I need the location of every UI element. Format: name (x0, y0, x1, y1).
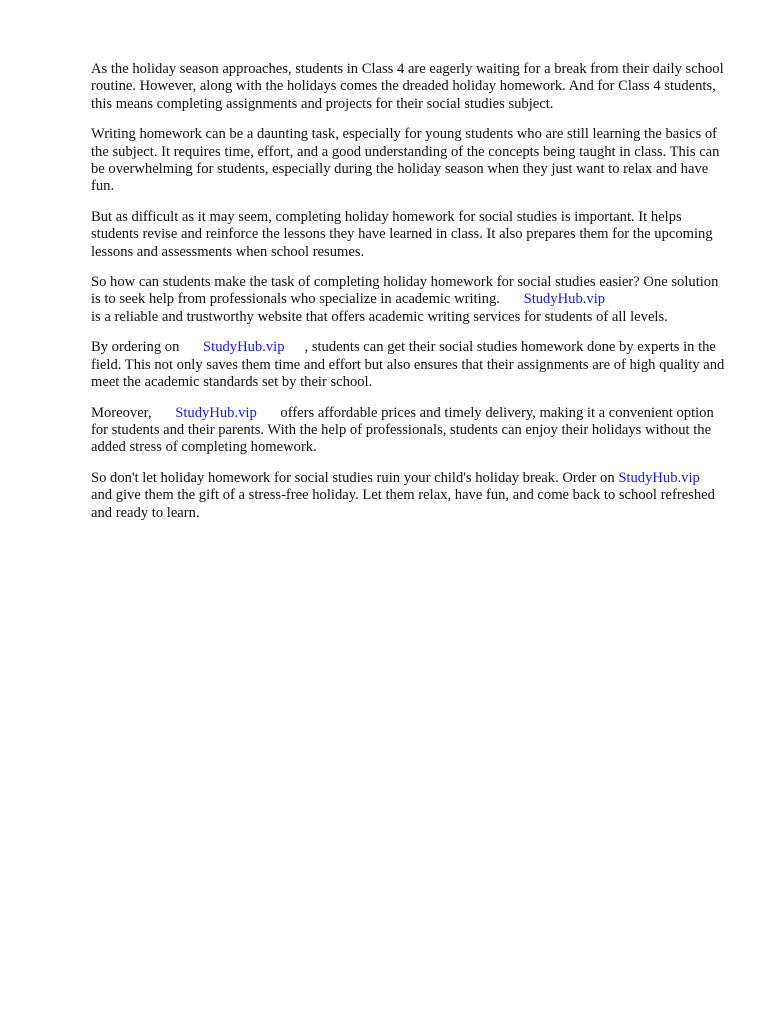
studyhub-link[interactable]: StudyHub.vip (175, 404, 257, 421)
paragraph-text: As the holiday season approaches, students in Class 4 are eagerly waiting for a break from their daily school routine. However, along with the holidays comes the dreaded holiday homework. And for Class 4 students, this means completing assignments and projects for their social studies subject. (91, 61, 724, 112)
paragraph-solution (91, 274, 726, 326)
paragraph-text: offers affordable prices and timely delivery, making it a convenient option for students and their parents. With the help of professionals, students can enjoy their holidays without the added stress of completing homework. (91, 404, 714, 456)
studyhub-link[interactable]: StudyHub.vip (203, 339, 285, 356)
paragraph-text: Writing homework can be a daunting task, especially for young students who are still learning the basics of the subject. It requires time, effort, and a good understanding of the concepts being taught in class. This can be overwhelming for students, especially during the holiday season when they just want to relax and have fun. (91, 126, 720, 195)
paragraph-text: , students can get their social studies homework done by experts in the field. This not only saves them time and effort but also ensures that their assignments are of high quality and meet the academic standards set by their school. (91, 339, 725, 391)
paragraph-text: and give them the gift of a stress-free holiday. Let them relax, have fun, and come back to school refreshed and ready to learn. (91, 487, 715, 521)
paragraph-conclusion (91, 470, 726, 522)
paragraph-difficulty (91, 126, 726, 196)
paragraph-text: Moreover, (91, 404, 152, 421)
paragraph-intro (91, 61, 726, 113)
paragraph-text: But as difficult as it may seem, completing holiday homework for social studies is important. It helps students revise and reinforce the lessons they have learned in class. It also prepares them for the upcoming lessons and assessments when school resumes. (91, 208, 713, 260)
paragraph-text: is a reliable and trustworthy website that offers academic writing services for students of all levels. (91, 308, 668, 325)
paragraph-ordering (91, 339, 726, 391)
paragraph-text: So don't let holiday homework for social studies ruin your child's holiday break. Order on (91, 469, 615, 486)
paragraph-text: So how can students make the task of completing holiday homework for social studies easier? One solution is to seek help from professionals who specialize in academic writing. (91, 274, 719, 308)
document-body (91, 61, 726, 535)
paragraph-importance (91, 209, 726, 261)
paragraph-moreover (91, 405, 726, 457)
studyhub-link[interactable]: StudyHub.vip (618, 469, 700, 486)
studyhub-link[interactable]: StudyHub.vip (523, 291, 606, 308)
paragraph-text: By ordering on (91, 339, 180, 356)
